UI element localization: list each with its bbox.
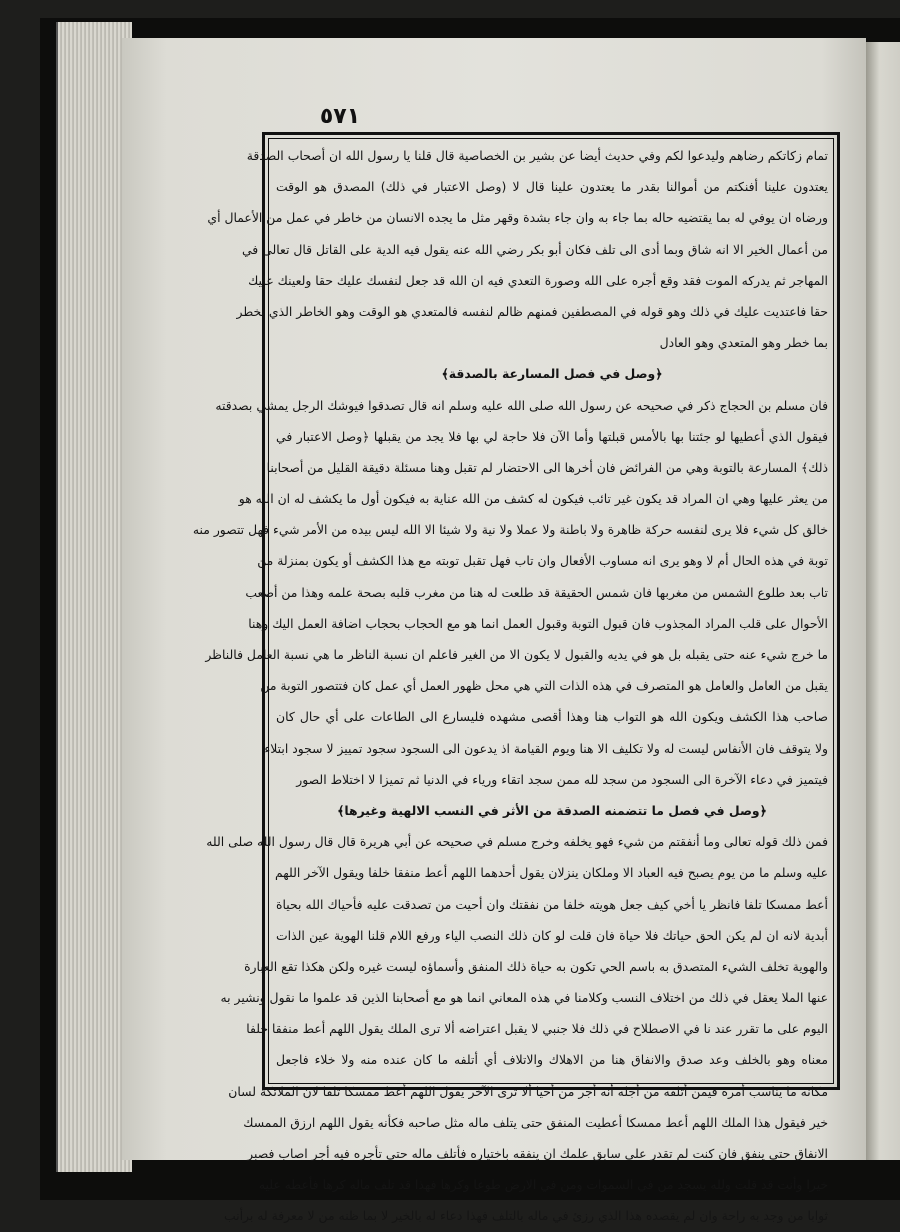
text-line: معناه وهو بالخلف وعد صدق والانفاق هنا من الاهلاك والاتلاف أي أتلفه ما كان عنده منه ولا خلاء فاجعل — [276, 1052, 828, 1068]
page-text-block — [192, 140, 828, 1224]
section-heading: ﴿وصل في فصل ما تتضمنه الصدقة من الأثر في النسب الالهية وغيرها﴾ — [337, 802, 767, 818]
text-line: والهوية تخلف الشيء المتصدق به باسم الحي تكون به حياة ذلك المنفق وأسماؤه ليست غيره ولكن هكذا تقع العبارة — [244, 958, 828, 974]
text-line: ذلك﴾ المسارعة بالتوبة وهي من الفرائض فان أخرها الى الاحتضار لم تقبل وهنا مسئلة دقيقة القليل من أصحابنا — [266, 459, 828, 475]
text-line: فيتميز في دعاء الآخرة الى السجود من سجد لله ممن سجد اتقاء ورياء في الدنيا ثم تميزا لا اختلاط الصور — [296, 771, 828, 787]
text-line: مكانه ما يناسب أمره فيمن أتلفه من أجله أنه أجر من أحيا ألا ترى الآخر يقول اللهم أعط ممسكا تلفا لان الملائكة لسان — [228, 1083, 828, 1099]
page-edge-stack — [56, 22, 132, 1172]
text-line: أعط ممسكا تلفا فانظر يا أخي كيف جعل هويته خلفا من نفقتك وان أحيت من تصدقت عليه فأحياك الله بحياة — [276, 896, 828, 912]
text-line: الانفاق حتى ينفق فان كنت لم تقدر على سابق علمك ان ينفقه باختياره فأتلف ماله حتى تأجره فيه أجر اصاب فصبر — [247, 1146, 828, 1161]
text-line: فيقول الذي أعطيها لو جئتنا بها بالأمس قبلتها وأما الآن فلا حاجة لي بها فلا يجد من يقبلها ﴿وصل الاعتبار في — [276, 428, 828, 444]
text-line: ولا يتوقف فان الأنفاس ليست له ولا تكليف الا هنا ويوم القيامة اذ يدعون الى السجود سجود تمييز لا سجود ابتلاء — [264, 740, 828, 756]
text-line: يعتدون علينا أفنكتم من أموالنا بقدر ما يعتدون علينا قال لا (وصل الاعتبار في ذلك) المصدق هو الوقت — [276, 179, 828, 195]
text-line: من أعمال الخير الا انه شاق وبما أدى الى تلف فكان أبو بكر رضي الله عنه يقول فيه الدية على القاتل قال تعالى في — [241, 241, 828, 257]
text-line: خير فيقول هذا الملك اللهم أعط ممسكا أعطيت المنفق حتى يتلف ماله مثل صاحبه فكأنه يقول اللهم ارزق الممسك — [243, 1114, 828, 1130]
text-line: اليوم على ما تقرر عند نا في الاصطلاح في ذلك فلا جنبي لا يقبل اعتراضه ألا ترى الملك يقول اللهم أعط منفقا خلفا — [246, 1021, 828, 1037]
text-line: من يعثر عليها وهي ان المراد قد يكون غير تائب فيكون له كشف من الله عناية به فيكون أول ما يكشف له ان الله هو — [238, 491, 828, 507]
text-line: ورضاه ان يوفي له بما يقتضيه حاله بما جاء به وان جاء بشدة وقهر مثل ما يجده الانسان من خاطر في عمل من الأعمال أي — [207, 210, 828, 226]
page-number: ٥٧١ — [319, 104, 361, 129]
text-line: المهاجر ثم يدركه الموت فقد وقع أجره على الله وصورة التعدي فيه ان الله قد جعل لنفسك عليك حقا ولعينك عليك — [248, 272, 828, 288]
text-line: توبة في هذه الحال أم لا وهو يرى انه مساوب الأفعال وان تاب فهل تقبل توبته مع هذا الكشف أو يكون بمنزلة من — [257, 553, 828, 569]
text-line: ثوابا من وجد به راحة وان لم يقصده هذا الذي رزئ في ماله بالتلف فهذا دعاء له بالخير لا بما ظنه من لا معرفة له برأنب — [223, 1208, 828, 1224]
text-line: عنها الملا يعقل في ذلك من اختلاف النسب وكلامنا في هذه المعاني انما هو مع أصحابنا الذين قد علموا ما نقول ونشير به — [220, 990, 828, 1006]
text-line: يقبل من العامل والعامل هو المتصرف في هذه الذات التي هي محل ظهور العمل أي عمل كان فتتصور التوبة من — [260, 678, 828, 694]
text-line: أبدية لانه ان لم يكن الحق حياتك فلا حياة فان قلت لو كان ذلك النصب الياء ورفع اللام قلنا الهوية عين الذات — [276, 927, 828, 943]
text-line: تاب بعد طلوع الشمس من مغربها فان شمس الحقيقة قد طلعت له هنا من مغرب قلبه بصحة علمه وهذا من أصعب — [245, 584, 828, 600]
text-line: ما خرج شيء عنه حتى يقبله بل هو في يديه والقبول لا يكون الا من الغير فاعلم ان نسبة الناظر ما هي نسبة العامل فالناظر — [205, 647, 828, 662]
text-line: بما خطر وهو المتعدي وهو العادل — [659, 335, 828, 351]
text-line: الأحوال على قلب المراد المجذوب فان قبول التوبة وقبول العمل انما هو مع الحجاب بحجاب اضافة العمل اليك وهنا — [248, 615, 828, 631]
text-line: حقا فاعتديت عليك في ذلك وهو قوله في المصطفين فمنهم ظالم لنفسه فالمتعدي هو الوقت وهو الخاطر الذي يخطر — [236, 303, 828, 319]
facing-page-edge — [866, 42, 900, 1160]
section-heading: ﴿وصل في فصل المسارعة بالصدقة﴾ — [441, 366, 663, 382]
text-line: فمن ذلك قوله تعالى وما أنفقتم من شيء فهو يخلفه وخرج مسلم في صحيحه عن أبي هريرة قال قال رسول الله صلى الله — [206, 834, 828, 850]
text-line: عليه وسلم ما من يوم يصبح فيه العباد الا وملكان ينزلان يقول أحدهما اللهم أعط منفقا خلفا ويقول الآخر اللهم — [275, 865, 828, 881]
text-line: خيرا وأنت قد قلت ولله يسجد من في السموات ومن في الارض طوعا وكرها فهذا قد تلف ماله كرها فأعطه عليه — [258, 1177, 828, 1193]
text-line: خالق كل شيء فلا يرى لنفسه حركة ظاهرة ولا باطنة ولا عملا ولا نية ولا شيئا الا الله ليس بيده من الأمر شيء فهل تتصور منه — [192, 522, 828, 538]
text-line: تمام زكاتكم رضاهم وليدعوا لكم وفي حديث أيضا عن بشير بن الخصاصية قال قلنا يا رسول الله ان أصحاب الصدقة — [246, 148, 828, 163]
text-line: فان مسلم بن الحجاج ذكر في صحيحه عن رسول الله صلى الله عليه وسلم انه قال تصدقوا فيوشك الرجل يمشي بصدقته — [215, 397, 828, 413]
text-line: صاحب هذا الكشف ويكون الله هو التواب هنا وهذا أقصى مشهده فليسارع الى الطاعات على أي حال كان — [276, 709, 828, 725]
